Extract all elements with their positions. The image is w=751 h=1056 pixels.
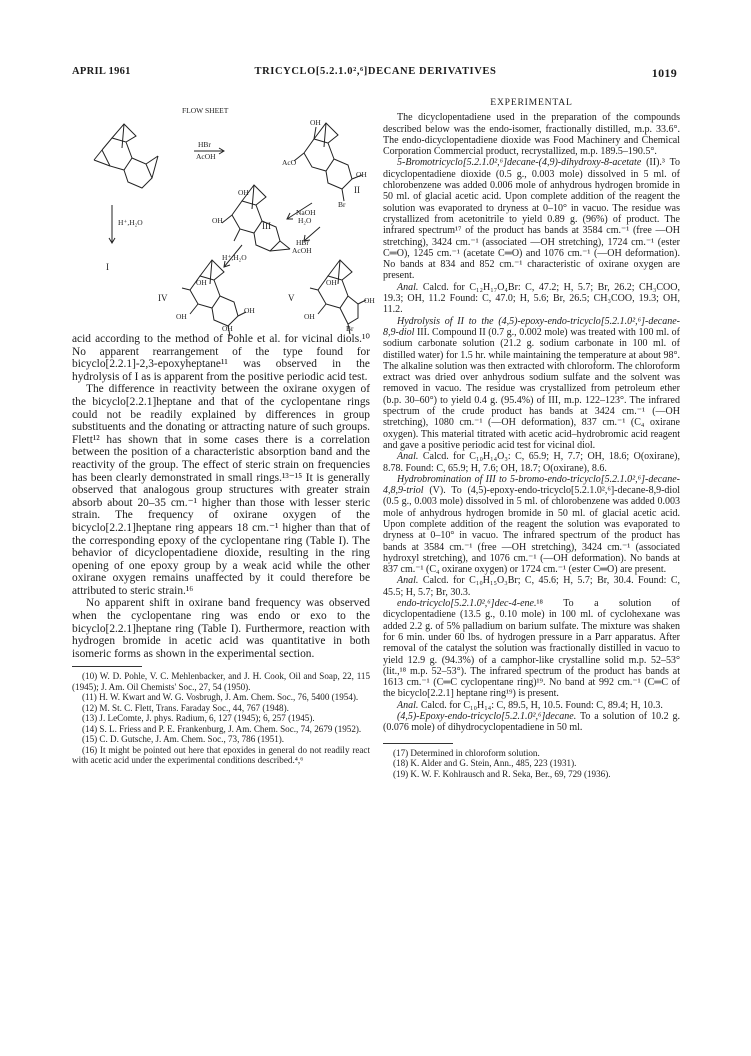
footnote: (11) H. W. Kwart and W. G. Vosbrugh, J. Am. Chem. Soc., 76, 5400 (1954). xyxy=(82,692,359,703)
oh-label: OH xyxy=(326,278,337,287)
oh-label: OH xyxy=(244,306,255,315)
reagent-label: HBr xyxy=(296,238,309,247)
oh-label: OH xyxy=(196,278,207,287)
experimental-paragraph: Anal. Calcd. for C₁₀H₁₄O₃: C, 65.9; H, 7.7; OH, 18.6; O(oxirane), 8.78. Found: C, 65.9; H, 7.6; OH, 18.7; O(oxirane), 8.6. xyxy=(383,451,680,474)
reagent-label: H₂O xyxy=(298,216,312,225)
footnote: (17) Determined in chloroform solution. xyxy=(393,747,540,758)
footnote: (10) W. D. Pohle, V. C. Mehlenbacker, and J. H. Cook, Oil and Soap, 22, 115 (1945); J. Am. Oil Chemists' Soc., 27, 54 (1950). xyxy=(72,671,370,692)
flow-sheet-title: FLOW SHEET xyxy=(182,106,229,115)
experimental-paragraph: Anal. Calcd. for C₁₂H₁₇O₄Br: C, 47.2; H, 5.7; Br, 26.2; CH₃COO, 19.3; OH, 11.2 Found: C, 47.0; H, 5.6; Br, 26.5; CH₃COO, 19.3; OH, 11.2. xyxy=(383,281,680,316)
running-header-date: APRIL 1961 xyxy=(72,66,131,77)
footnote: (12) M. St. C. Flett, Trans. Faraday Soc., 44, 767 (1948). xyxy=(82,702,289,713)
br-label: Br xyxy=(346,324,354,333)
oh-label: OH xyxy=(304,312,315,321)
structure-iii xyxy=(222,185,290,251)
footnote: (18) K. Alder and G. Stein, Ann., 485, 223 (1931). xyxy=(393,758,577,769)
oh-label: OH xyxy=(176,312,187,321)
reagent-label: HBr xyxy=(198,140,211,149)
br-label: Br xyxy=(338,200,346,209)
left-column xyxy=(72,95,375,766)
experimental-paragraph: Hydrolysis of II to the (4,5)-epoxy-endo-tricyclo[5.2.1.0²,⁶]-decane-8,9-diol III. Compound II (0.7 g., 0.002 mole) was treated with 100 ml. of sodium carbonate solution (21.2 g. sodium carbonate in 100 ml. of distilled water) for 1.5 hr. while maintaining the temperature at about 98°. The alkaline solution was then extracted with chloroform. The chloroform extract was dried over anhydrous sodium sulfate and the solvent was removed in vacuo. The residue was crystallized from petroleum ether (b.p. 30–60°) to yield 0.4 g. (95.4%) of III, m.p. 122–123°. The infrared spectrum of the crude product has bands at 3424 cm.⁻¹ (—OH stretching), 1080 cm.⁻¹ (—OH deformation), 837 cm.⁻¹ (C₄ oxirane oxygen). This material titrated with acetic acid–hydrobromic acid reagent and gave a positive periodic acid test for vicinal diol. xyxy=(383,315,680,451)
footnote-divider xyxy=(383,743,453,744)
footnote: (16) It might be pointed out here that epoxides in general do not readily react with acetic acid under the experimental conditions described.⁴,⁶ xyxy=(72,744,370,766)
compound-label-iv: IV xyxy=(158,293,168,303)
footnote: (19) K. W. F. Kohlrausch and R. Seka, Ber., 69, 729 (1936). xyxy=(393,768,611,779)
footnote: (14) S. L. Friess and P. E. Frankenburg, J. Am. Chem. Soc., 74, 2679 (1952). xyxy=(82,723,362,734)
body-paragraph: The difference in reactivity between the oxirane oxygen of the bicyclo[2.2.1]heptane and that of the cyclopentane rings could not be readily explained by differences in group substituents and the donating or attracting nature of such groups. Flett¹² has shown that in some cases there is a correlation between the position of a characteristic absorption band and the reactivity of the group. The effect of steric strain on frequencies has been clearly demonstrated in small rings.¹³⁻¹⁵ It is generally observed that analogous group structures with greater strain absorb about 20–35 cm.⁻¹ higher than those with lesser steric strain. The frequency of oxirane oxygen of the bicyclo[2.2.1]heptane ring appears 18 cm.⁻¹ higher than that of the corresponding epoxy of the cyclopentane ring (Table I). The behavior of dicyclopentadiene dioxide, resulting in the ring opening of one epoxy group by a weak acid while the other oxirane oxygen remains unaffected by it could therefore be attributed to steric strain.¹⁶ xyxy=(72,383,370,597)
reagent-label: H⁺,H₂O xyxy=(118,218,143,227)
oh-label: OH xyxy=(222,324,233,333)
section-heading-experimental: EXPERIMENTAL xyxy=(490,97,573,108)
oh-label: OH xyxy=(364,296,375,305)
experimental-paragraph: 5-Bromotricyclo[5.2.1.0²,⁶]decane-(4,9)-dihydroxy-8-acetate (II).³ To dicyclopentadiene dioxide (0.5 g., 0.003 mole) dissolved in 5 ml. of chlorobenzene was added 0.006 mole of anhydrous hydrogen bromide in 50 ml. of glacial acetic acid. Upon complete addition of the reagent the solution was evaporated to dryness at 0–10° in vacuo. The residue was crystallized from acetonitrile to yield 0.89 g. (96%) of product. The infrared spectrum¹⁷ of the product has bands at 3584 cm.⁻¹ (free —OH stretching), 3424 cm.⁻¹ (associated —OH stretching), 1724 cm.⁻¹ (ester C═O), 1245 cm.⁻¹ (acetate C═O) and 1076 cm.⁻¹ (—OH deformation). No bands at 834 and 852 cm.⁻¹ characteristic of oxirane oxygen are present. xyxy=(383,157,680,282)
reagent-label: H⁺,H₂O xyxy=(222,253,247,262)
experimental-paragraph: Anal. Calcd. for C₁₀H₁₅O₃Br; C, 45.6; H, 5.7; Br, 30.4. Found: C, 45.5; H, 5.7; Br, 30.3. xyxy=(383,575,680,598)
right-column xyxy=(383,95,680,779)
reagent-label: AcOH xyxy=(292,246,312,255)
reagent-label: NaOH xyxy=(296,208,316,217)
oh-label: OH xyxy=(238,188,249,197)
footnote: (13) J. LeComte, J. phys. Radium, 6, 127 (1945); 6, 257 (1945). xyxy=(82,713,315,724)
compound-label-ii: II xyxy=(354,185,360,195)
experimental-paragraph: (4,5)-Epoxy-endo-tricyclo[5.2.1.0²,⁶]decane. To a solution of 10.2 g. (0.076 mole) of dihydrocyclopentadiene in 50 ml. xyxy=(383,711,680,734)
flow-sheet-figure xyxy=(72,95,375,333)
compound-label-v: V xyxy=(288,293,295,303)
structure-i xyxy=(94,124,158,188)
flow-sheet-svg xyxy=(72,95,375,333)
oh-label: OH xyxy=(310,118,321,127)
footnote-divider xyxy=(72,666,142,667)
structure-ii xyxy=(294,123,362,201)
oh-label: OH xyxy=(356,170,367,179)
experimental-paragraph: The dicyclopentadiene used in the preparation of the compounds described below was the endo-isomer, fractionally distilled, m.p. 33.6°. The endo-dicyclopentadiene dioxide was Food Machinery and Chemical Corporation Commercial product, recrystallized, m.p. 189.5–190.5°. xyxy=(383,112,680,158)
body-paragraph: No apparent shift in oxirane band frequency was observed when the cyclopentane ring was endo or exo to the bicyclo[2.2.1]heptane ring (Table I). Furthermore, reaction with hydrogen bromide in acetic acid was quantitative in both isomeric forms as shown in the experimental section. xyxy=(72,597,370,660)
experimental-paragraph: Anal. Calcd. for C₁₀H₁₄: C, 89.5, H, 10.5. Found: C, 89.4; H, 10.3. xyxy=(397,699,663,711)
aco-label: AcO xyxy=(282,158,297,167)
compound-label-i: I xyxy=(106,262,109,272)
reagent-label: AcOH xyxy=(196,152,216,161)
compound-label-iii: III xyxy=(262,221,271,231)
experimental-paragraph: endo-tricyclo[5.2.1.0²,⁶]dec-4-ene.¹⁸ To a solution of dicyclopentadiene (13.5 g., 0.10 mole) in 100 ml. of cyclohexane was added 2.2 g. of 5% palladium on barium sulfate. The mixture was shaken for 6 min. under 60 lbs. of hydrogen pressure in a Parr apparatus. After removal of the catalyst the solution was fractionally distilled in vacuo to yield 12.9 g. (94.3%) of a camphor-like crystalline solid m.p. 52–53° (lit.,¹⁸ m.p. 52–53°). The infrared spectrum of the product has bands at 1613 cm.⁻¹ (C═C cyclopentane ring)¹⁹. No band at 992 cm.⁻¹ (C═C of the bicyclo[2.2.1] heptane ring¹⁹) is present. xyxy=(383,598,680,700)
structure-v xyxy=(310,260,366,334)
running-header-title: TRICYCLO[5.2.1.0²,⁶]DECANE DERIVATIVES xyxy=(254,66,497,77)
footnote: (15) C. D. Gutsche, J. Am. Chem. Soc., 73, 786 (1951). xyxy=(82,734,285,745)
structure-iv xyxy=(182,260,246,336)
body-paragraph: acid according to the method of Pohle et al. for vicinal diols.¹⁰ No apparent rearrangement of the type found for bicyclo[2.2.1]-2,3-epoxyheptane¹¹ was observed in the hydrolysis of I as is apparent from the positive periodic acid test. xyxy=(72,333,370,383)
page-number: 1019 xyxy=(651,66,677,80)
experimental-paragraph: Hydrobromination of III to 5-bromo-endo-tricyclo[5.2.1.0²,⁶]-decane-4,8,9-triol (V). To (4,5)-epoxy-endo-tricyclo[5.2.1.0²,⁶]-decane-8,9-diol (0.5 g., 0.003 mole) dissolved in 5 ml. of chlorobenzene was added 0.003 mole of anhydrous hydrogen bromide in 50 ml. of glacial acetic acid. Upon complete addition of the reagent the solution was evaporated to dryness at 0–10° in vacuo. The infrared spectrum of the product has bands at 3584 cm.⁻¹ (free —OH stretching), 3424 cm.⁻¹ (associated hydroxyl stretching), and 1076 cm.⁻¹ (—OH deformation). No bands at 837 cm.⁻¹ (C₄ oxirane oxygen) or 1724 cm.⁻¹ (ester C═O) are present. xyxy=(383,473,680,576)
oh-label: OH xyxy=(212,216,223,225)
